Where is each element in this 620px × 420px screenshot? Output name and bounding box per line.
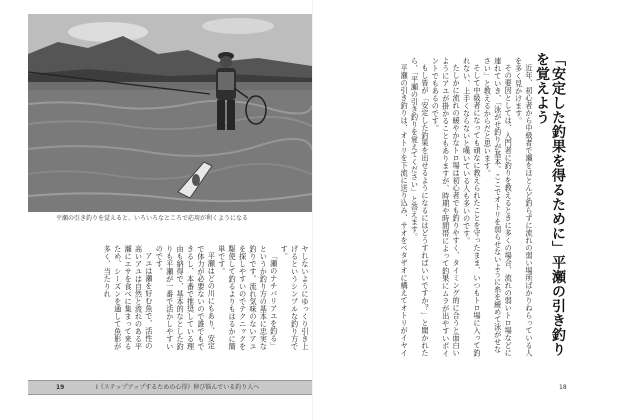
article-title: 「安定した釣果を得るために」平瀬の引き釣りを覚えよう bbox=[534, 52, 566, 357]
angler-photo-image bbox=[28, 14, 312, 212]
right-page-number: 18 bbox=[559, 384, 567, 391]
left-page-body bbox=[103, 245, 310, 357]
paragraph: 平瀬の引き釣りは、オトリを下流に送り込み、サオをベタザオに構えてオトリがイヤイ bbox=[400, 64, 410, 357]
paragraph: 近年、初心者から中級者で瀬をほとんど釣らずに流れの弱い場所ばかりねらっている人を多く見かけます。 bbox=[514, 57, 534, 357]
photo-caption: 平瀬の引き釣りを覚えると、いろいろなところで応用が利くようになる bbox=[56, 215, 248, 222]
angler-photo bbox=[28, 14, 312, 212]
left-footer-bar bbox=[28, 380, 312, 395]
right-page-body bbox=[312, 57, 534, 357]
paragraph: もし皆が「安定した釣果を出せるようになるにはどうすればいいですか？」と聞かれたら、「平瀬の引き釣りを覚えてください」と答えます。 bbox=[410, 57, 430, 357]
left-page-number: 19 bbox=[56, 384, 65, 391]
chapter-running-head: Ⅰ《ステップアップするための心得》伸び悩んでいる釣り人へ bbox=[96, 384, 260, 391]
paragraph: たしかに流れの緩やかなトロ場は初心者でも釣りやすく、タイミング的に合うと面白いようにアユが掛かることもありますが、時期や時間帯によって釣果にムラが出やすいポイントでもあるのです。 bbox=[431, 57, 462, 357]
paragraph: そして中級者になっても頑なに教えられたことを守ったまま、いつもトロ場に入って釣れない、上手くならないと嘆いている人も多いのです。 bbox=[462, 57, 482, 357]
paragraph: アユは瀬を好む魚で、活性の高いアユは自然と流れのある平瀬にエサを食べに集まって来るため、シーズンを通して魚影が多く、当たりれ bbox=[103, 245, 154, 350]
paragraph: その要因としては、入門者に釣りを教えるときに多くの場合、流れの弱いトロ場などに連れていき、「泳がせ釣りが基本。ここでオトリを弱らせないように糸を緩めて泳がせなさい」と教えるからだと思います。 bbox=[483, 57, 514, 357]
paragraph: 平瀬はどの川にもあり、安定で体力が必要ないので誰でもできるし、本番で推奨している理由も納得で、基本的なとした釣りも平瀬が一番で活かしやすいのです。 bbox=[155, 245, 217, 350]
paragraph: ヤしないようにゆっくり引き上げるというシンプルな釣り方です。 bbox=[280, 245, 310, 350]
paragraph: 「瀬のナチバリアユを釣る」というか釣り方の基本に忠実な釣りです。流れ気味のないアユを探しやすいのでテクニックを駆使して釣るよりもはるかに簡単です。 bbox=[217, 245, 279, 350]
